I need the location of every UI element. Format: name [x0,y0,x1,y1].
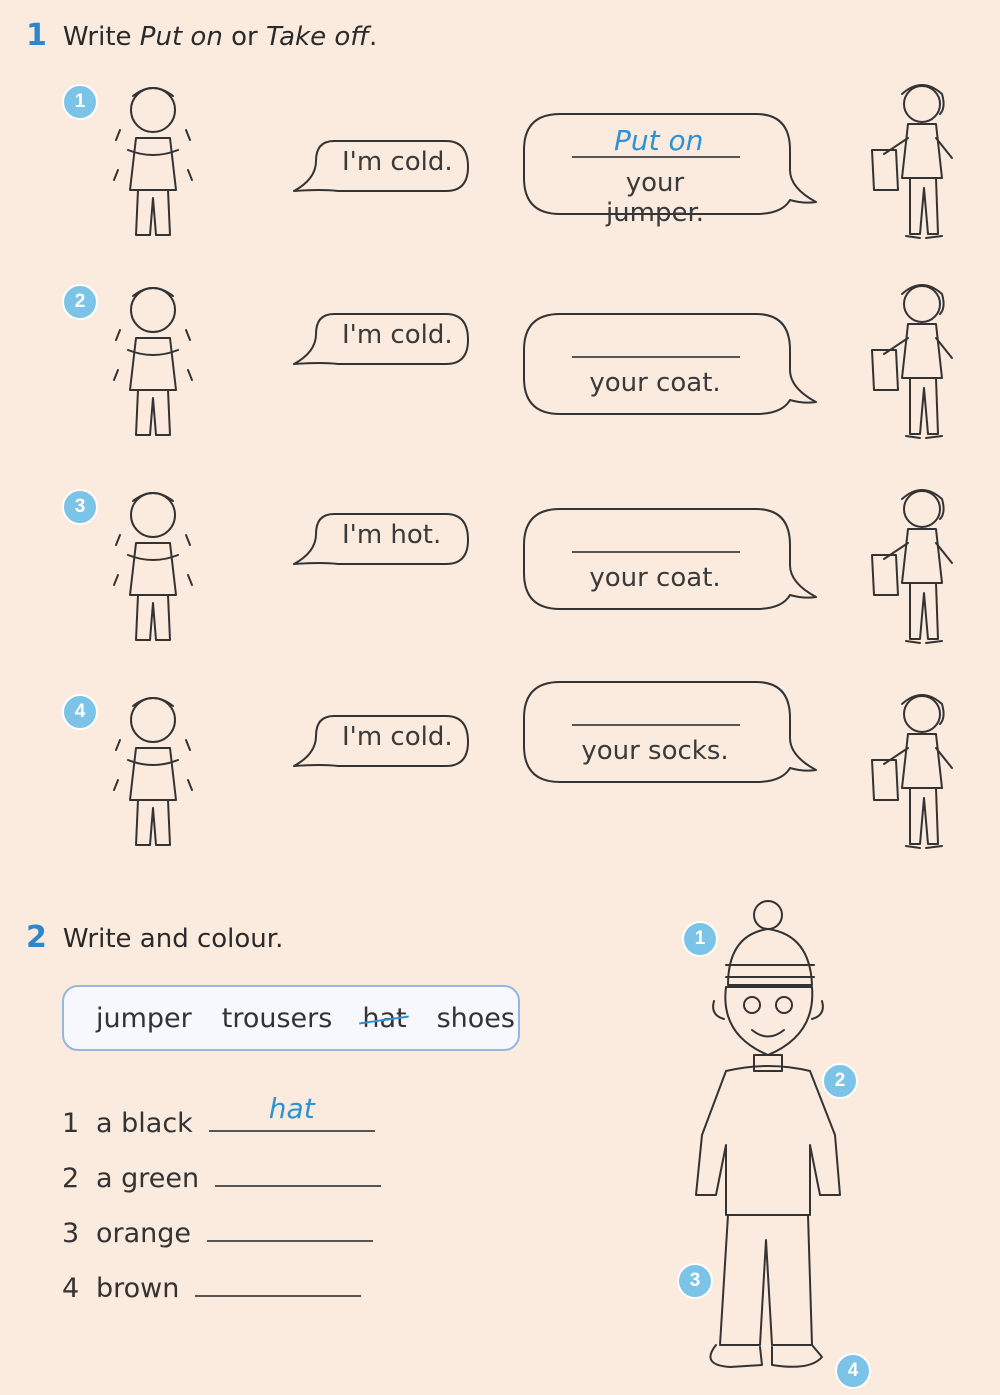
reply-text: your coat. [589,368,721,398]
answer-line[interactable] [195,1265,361,1297]
woman-holding-jumper-icon [862,688,972,860]
section-1-heading [26,18,377,53]
boy-figure-icon [660,895,880,1390]
woman-holding-jumper-icon [862,483,972,655]
figure-badge-3: 3 [677,1263,713,1299]
reply-text: your coat. [589,563,721,593]
section-2-title: Write and colour. [62,924,284,954]
answer-line[interactable] [572,332,740,358]
word-trousers: trousers [221,1002,333,1034]
answer-text: Put on [614,124,704,157]
row-badge: 4 [62,694,98,730]
speech-bubble-right [520,678,820,786]
speech-bubble-right [520,310,820,418]
answer-line[interactable] [209,1092,375,1132]
word-jumper: jumper [96,1002,192,1034]
row-badge: 1 [62,84,98,120]
speech-text: I'm cold. [342,722,453,752]
woman-holding-jumper-icon [862,78,972,250]
word-box [62,985,520,1051]
speech-text: I'm cold. [342,320,453,350]
list-item: 4 brown [62,1265,361,1304]
child-shivering-icon [108,280,198,450]
speech-bubble-right [520,505,820,613]
list-item: 3 orange [62,1210,373,1249]
figure-badge-4: 4 [835,1353,871,1389]
word-shoes: shoes [436,1002,515,1034]
figure-badge-2: 2 [822,1063,858,1099]
row-badge: 3 [62,489,98,525]
speech-text: I'm hot. [342,520,442,550]
section-1-number: 1 [26,18,47,53]
answer-line[interactable] [207,1210,373,1242]
section-1-title: Write Put on or Take off. [62,22,378,52]
answer-line[interactable] [215,1155,381,1187]
word-hat-crossed: hat [362,1002,407,1034]
list-item: 2 a green [62,1155,381,1194]
answer-text: hat [268,1092,315,1125]
answer-line[interactable] [572,700,740,726]
answer-line[interactable] [572,527,740,553]
section-2-number: 2 [26,920,47,955]
speech-text: I'm cold. [342,147,453,177]
reply-text: your socks. [581,736,729,766]
row-badge: 2 [62,284,98,320]
woman-holding-jumper-icon [862,278,972,450]
figure-badge-1: 1 [682,921,718,957]
section-2-heading [26,920,283,955]
list-item: 1 a black hat [62,1100,375,1139]
child-shivering-icon [108,690,198,860]
child-shivering-icon [108,80,198,250]
reply-text: your jumper. [605,168,705,228]
answer-line[interactable] [572,124,740,158]
child-shivering-icon [108,485,198,655]
